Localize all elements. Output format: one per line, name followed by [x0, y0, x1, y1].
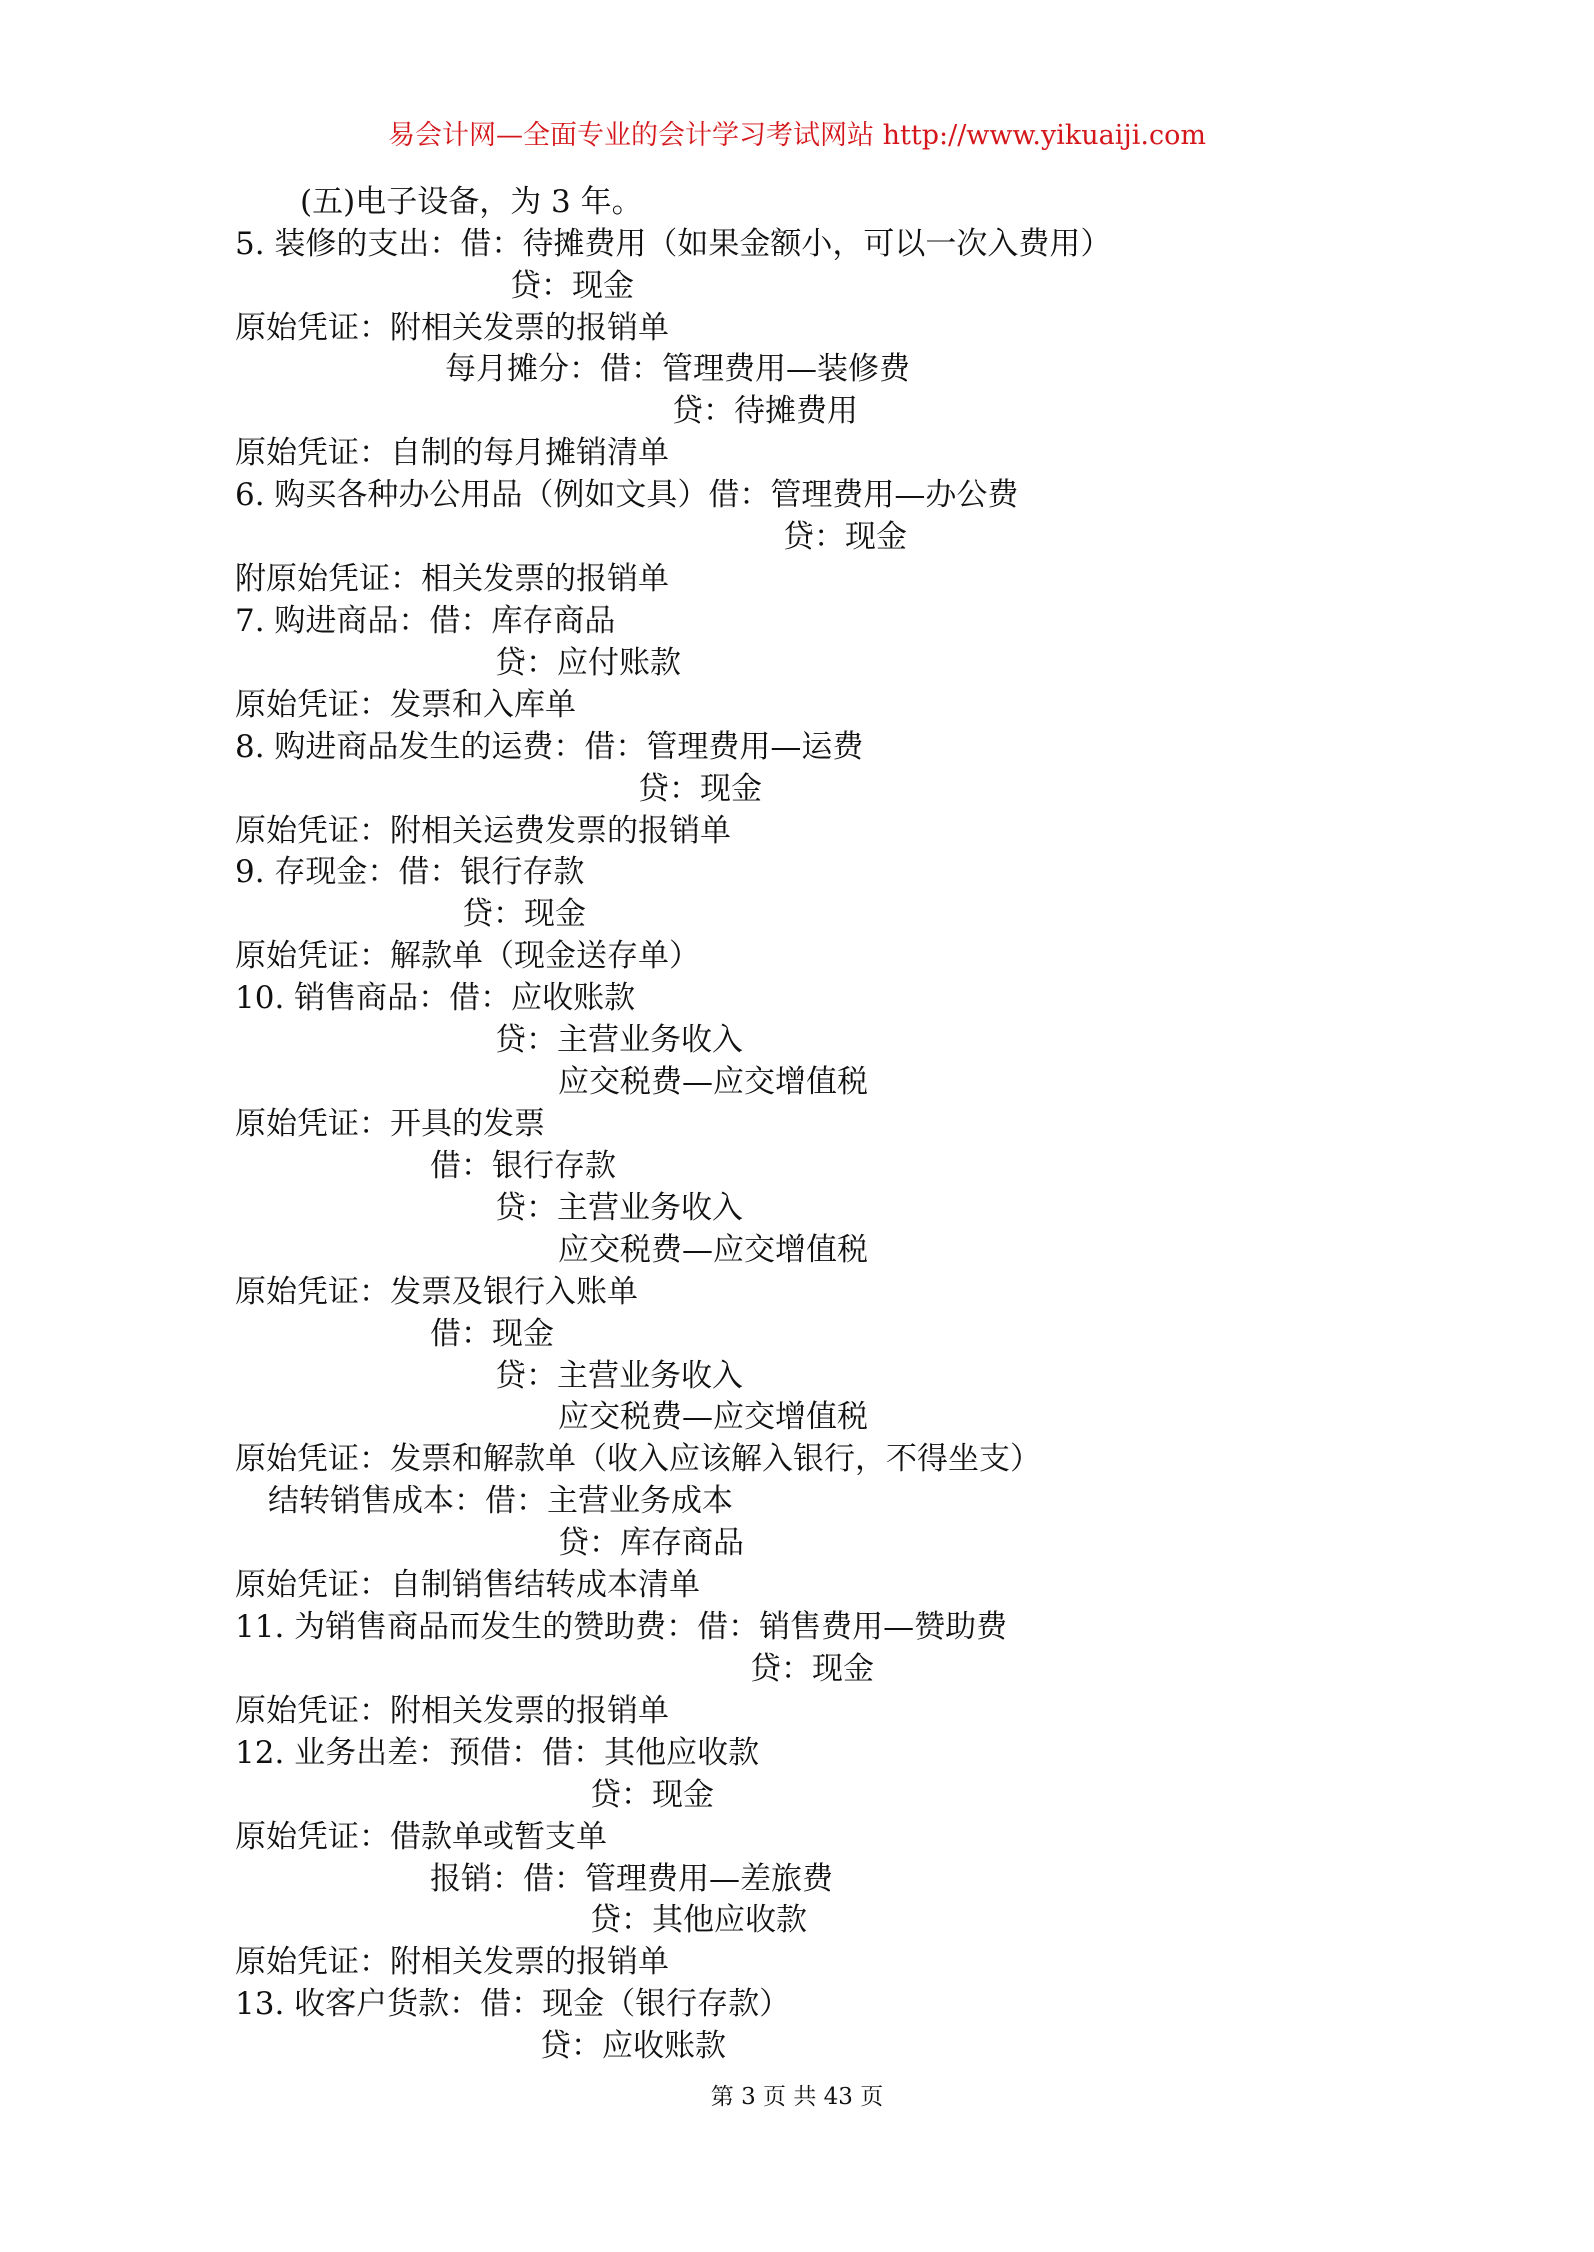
text-line: 原始凭证：解款单（现金送存单）	[235, 938, 700, 974]
text-line: 报销：借：管理费用—差旅费	[430, 1861, 833, 1897]
text-line: 原始凭证：自制的每月摊销清单	[235, 435, 669, 471]
page-footer: 第 3 页 共 43 页	[710, 2084, 884, 2110]
text-line: 8. 购进商品发生的运费：借：管理费用—运费	[235, 729, 864, 765]
text-line: 应交税费—应交增值税	[558, 1399, 868, 1435]
text-line: 10. 销售商品：借：应收账款	[235, 980, 636, 1016]
text-line: 贷：现金	[638, 771, 762, 807]
text-line: 13. 收客户货款：借：现金（银行存款）	[235, 1986, 791, 2022]
text-line: 附原始凭证：相关发票的报销单	[235, 561, 669, 597]
text-line: 贷：现金	[590, 1777, 714, 1813]
text-line: 9. 存现金：借：银行存款	[235, 854, 585, 890]
text-line: 借：现金	[430, 1316, 554, 1352]
page-header: 易会计网—全面专业的会计学习考试网站 http://www.yikuaiji.com	[388, 120, 1206, 151]
text-line: 原始凭证：发票和入库单	[235, 687, 576, 723]
text-line: (五)电子设备，为 3 年。	[300, 184, 643, 220]
text-line: 应交税费—应交增值税	[558, 1232, 868, 1268]
text-line: 6. 购买各种办公用品（例如文具）借：管理费用—办公费	[235, 477, 1019, 513]
text-line: 贷：主营业务收入	[495, 1358, 743, 1394]
text-line: 结转销售成本：借：主营业务成本	[268, 1483, 733, 1519]
text-line: 原始凭证：附相关发票的报销单	[235, 310, 669, 346]
text-line: 原始凭证：附相关发票的报销单	[235, 1944, 669, 1980]
text-line: 每月摊分：借：管理费用—装修费	[445, 351, 910, 387]
text-line: 原始凭证：附相关发票的报销单	[235, 1693, 669, 1729]
text-line: 原始凭证：开具的发票	[235, 1106, 545, 1142]
text-line: 12. 业务出差：预借：借：其他应收款	[235, 1735, 760, 1771]
text-line: 原始凭证：自制销售结转成本清单	[235, 1567, 700, 1603]
text-line: 贷：待摊费用	[672, 393, 858, 429]
text-line: 原始凭证：发票及银行入账单	[235, 1274, 638, 1310]
text-line: 贷：应付账款	[495, 645, 681, 681]
text-line: 原始凭证：发票和解款单（收入应该解入银行，不得坐支）	[235, 1441, 1041, 1477]
text-line: 7. 购进商品：借：库存商品	[235, 603, 616, 639]
text-line: 贷：现金	[783, 519, 907, 555]
text-line: 5. 装修的支出：借：待摊费用（如果金额小，可以一次入费用）	[235, 226, 1112, 262]
text-line: 贷：现金	[510, 268, 634, 304]
text-line: 应交税费—应交增值税	[558, 1064, 868, 1100]
text-line: 原始凭证：借款单或暂支单	[235, 1819, 607, 1855]
text-line: 贷：库存商品	[558, 1525, 744, 1561]
text-line: 原始凭证：附相关运费发票的报销单	[235, 813, 731, 849]
text-line: 贷：其他应收款	[590, 1902, 807, 1938]
text-line: 贷：现金	[462, 896, 586, 932]
text-line: 借：银行存款	[430, 1148, 616, 1184]
text-line: 贷：现金	[750, 1651, 874, 1687]
text-line: 贷：主营业务收入	[495, 1190, 743, 1226]
text-line: 贷：主营业务收入	[495, 1022, 743, 1058]
text-line: 贷：应收账款	[540, 2028, 726, 2064]
text-line: 11. 为销售商品而发生的赞助费：借：销售费用—赞助费	[235, 1609, 1008, 1645]
